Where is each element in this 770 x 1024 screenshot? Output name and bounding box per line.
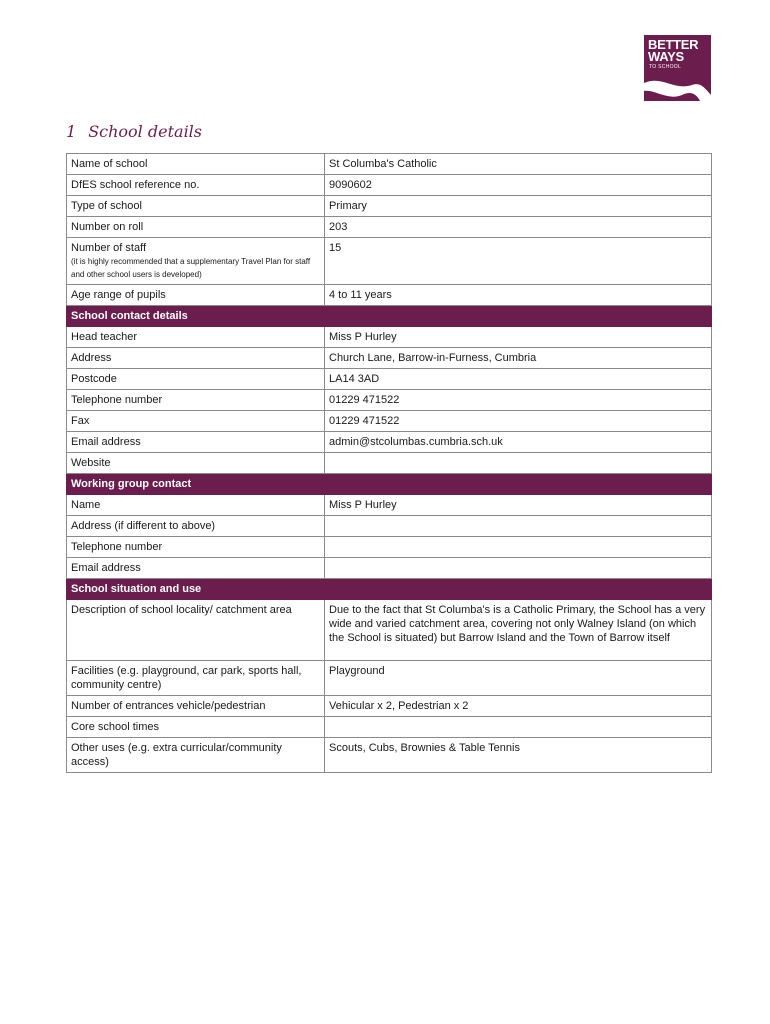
table-row	[67, 327, 712, 348]
row-value: 15	[325, 238, 712, 285]
section-header-label: Working group contact	[67, 474, 325, 495]
table-row	[67, 516, 712, 537]
section-header-working-group	[67, 474, 712, 495]
row-label: Postcode	[67, 369, 325, 390]
section-header-blank	[325, 306, 712, 327]
row-value: Playground	[325, 661, 712, 696]
row-label: Fax	[67, 411, 325, 432]
row-value: 9090602	[325, 175, 712, 196]
row-value	[325, 717, 712, 738]
table-row	[67, 175, 712, 196]
row-value	[325, 453, 712, 474]
row-label: Address	[67, 348, 325, 369]
table-row	[67, 196, 712, 217]
table-row	[67, 238, 712, 285]
section-header-blank	[325, 474, 712, 495]
row-value: Primary	[325, 196, 712, 217]
row-value: Miss P Hurley	[325, 327, 712, 348]
table-row	[67, 285, 712, 306]
row-label: Number of entrances vehicle/pedestrian	[67, 696, 325, 717]
logo-line-1: BETTER	[648, 37, 699, 52]
row-value: St Columba's Catholic	[325, 154, 712, 175]
row-value: admin@stcolumbas.cumbria.sch.uk	[325, 432, 712, 453]
row-label: DfES school reference no.	[67, 175, 325, 196]
section-header-label: School situation and use	[67, 579, 325, 600]
row-value: Church Lane, Barrow-in-Furness, Cumbria	[325, 348, 712, 369]
table-row	[67, 390, 712, 411]
table-row	[67, 369, 712, 390]
logo-line-2: WAYS	[648, 49, 684, 64]
row-label: Description of school locality/ catchment area	[67, 600, 325, 661]
row-value: 01229 471522	[325, 390, 712, 411]
row-label: Other uses (e.g. extra curricular/community access)	[67, 738, 325, 773]
row-label: Email address	[67, 558, 325, 579]
row-value: 4 to 11 years	[325, 285, 712, 306]
section-header-blank	[325, 579, 712, 600]
row-label: Facilities (e.g. playground, car park, sports hall, community centre)	[67, 661, 325, 696]
staff-label: Number of staff	[71, 242, 146, 254]
row-label	[67, 238, 325, 285]
row-value: Due to the fact that St Columba's is a Catholic Primary, the School has a very wide and varied catchment area, covering not only Walney Island (on which the School is situated) but Barrow Island and the Town of Barrow itself	[325, 600, 712, 661]
row-label: Email address	[67, 432, 325, 453]
table-row	[67, 154, 712, 175]
row-value	[325, 558, 712, 579]
section-header-situation	[67, 579, 712, 600]
row-label: Address (if different to above)	[67, 516, 325, 537]
row-value	[325, 516, 712, 537]
table-row	[67, 537, 712, 558]
school-details-table	[66, 153, 712, 773]
row-label: Type of school	[67, 196, 325, 217]
row-value: 203	[325, 217, 712, 238]
table-row	[67, 661, 712, 696]
table-row	[67, 738, 712, 773]
row-value: Miss P Hurley	[325, 495, 712, 516]
page-title	[66, 122, 202, 141]
row-value: Vehicular x 2, Pedestrian x 2	[325, 696, 712, 717]
section-header-label: School contact details	[67, 306, 325, 327]
row-label: Website	[67, 453, 325, 474]
row-value: LA14 3AD	[325, 369, 712, 390]
row-label: Core school times	[67, 717, 325, 738]
table-row	[67, 411, 712, 432]
row-label: Name of school	[67, 154, 325, 175]
logo-line-3: TO SCHOOL	[649, 64, 682, 70]
table-row	[67, 600, 712, 661]
row-value	[325, 537, 712, 558]
table-row	[67, 432, 712, 453]
row-value: Scouts, Cubs, Brownies & Table Tennis	[325, 738, 712, 773]
row-label: Name	[67, 495, 325, 516]
section-header-contact	[67, 306, 712, 327]
table-row	[67, 495, 712, 516]
table-row	[67, 696, 712, 717]
better-ways-logo	[644, 35, 711, 101]
row-label: Telephone number	[67, 537, 325, 558]
row-value: 01229 471522	[325, 411, 712, 432]
section-number: 1	[66, 122, 77, 141]
row-label: Number on roll	[67, 217, 325, 238]
table-row	[67, 717, 712, 738]
table-row	[67, 348, 712, 369]
row-label: Head teacher	[67, 327, 325, 348]
row-label: Age range of pupils	[67, 285, 325, 306]
table-row	[67, 217, 712, 238]
row-label: Telephone number	[67, 390, 325, 411]
table-row	[67, 453, 712, 474]
section-title: School details	[88, 122, 203, 141]
table-row	[67, 558, 712, 579]
staff-note: (it is highly recommended that a supplementary Travel Plan for staff and other school users is developed)	[71, 257, 311, 279]
